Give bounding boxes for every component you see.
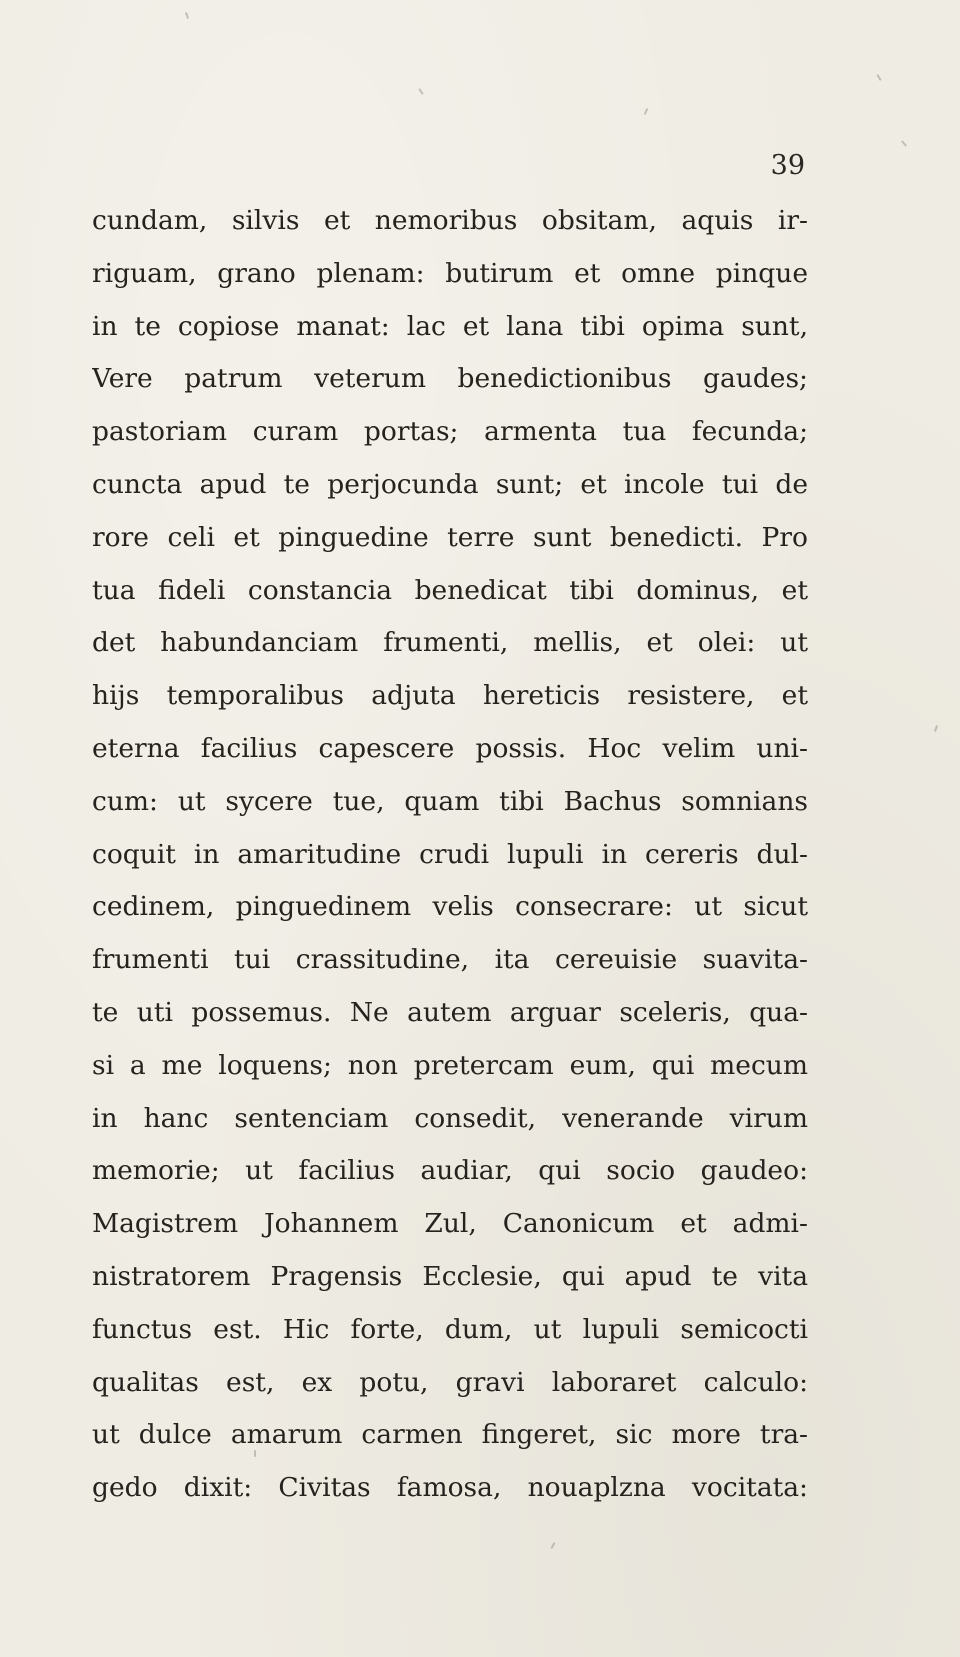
text-line: functus est. Hic forte, dum, ut lupuli semicocti xyxy=(92,1313,808,1345)
text-line: det habundanciam frumenti, mellis, et olei: ut xyxy=(92,627,808,659)
paper-speck xyxy=(418,88,424,95)
text-line: in hanc sentenciam consedit, venerande virum xyxy=(92,1102,808,1134)
text-line: hijs temporalibus adjuta hereticis resistere, et xyxy=(92,680,808,712)
text-line: frumenti tui crassitudine, ita cereuisie suavita- xyxy=(92,944,808,976)
text-line: rore celi et pinguedine terre sunt benedicti. Pro xyxy=(92,521,808,553)
text-line: Magistrem Johannem Zul, Canonicum et admi- xyxy=(92,1208,808,1240)
text-line: si a me loquens; non pretercam eum, qui mecum xyxy=(92,1049,808,1081)
paper-speck xyxy=(550,1542,555,1549)
paper-speck xyxy=(644,108,649,115)
text-line: ut dulce amarum carmen fingeret, sic more tra- xyxy=(92,1419,808,1451)
page-number: 39 xyxy=(770,150,805,181)
paper-speck xyxy=(185,12,189,19)
text-line: eterna facilius capescere possis. Hoc velim uni- xyxy=(92,732,808,764)
text-line: in te copiose manat: lac et lana tibi opima sunt, xyxy=(92,310,808,342)
text-line: cum: ut sycere tue, quam tibi Bachus somnians xyxy=(92,785,808,817)
text-line: cedinem, pinguedinem velis consecrare: ut sicut xyxy=(92,891,808,923)
text-line: tua fideli constancia benedicat tibi dominus, et xyxy=(92,574,808,606)
text-line: memorie; ut facilius audiar, qui socio gaudeo: xyxy=(92,1155,808,1187)
text-line: cuncta apud te perjocunda sunt; et incole tui de xyxy=(92,468,808,500)
body-text xyxy=(92,195,808,1515)
text-line: qualitas est, ex potu, gravi laboraret calculo: xyxy=(92,1366,808,1398)
text-line: nistratorem Pragensis Ecclesie, qui apud te vita xyxy=(92,1260,808,1292)
text-line: coquit in amaritudine crudi lupuli in cereris dul- xyxy=(92,838,808,870)
paper-speck xyxy=(934,725,938,732)
text-line: pastoriam curam portas; armenta tua fecunda; xyxy=(92,416,808,448)
paper-speck xyxy=(876,74,881,81)
text-line: te uti possemus. Ne autem arguar sceleris, qua- xyxy=(92,996,808,1028)
text-line: riguam, grano plenam: butirum et omne pinque xyxy=(92,257,808,289)
text-line: cundam, silvis et nemoribus obsitam, aquis ir- xyxy=(92,205,808,236)
paper-speck xyxy=(901,140,907,147)
text-line: gedo dixit: Civitas famosa, nouaplzna vocitata: xyxy=(92,1472,808,1504)
text-line: Vere patrum veterum benedictionibus gaudes; xyxy=(92,363,808,395)
